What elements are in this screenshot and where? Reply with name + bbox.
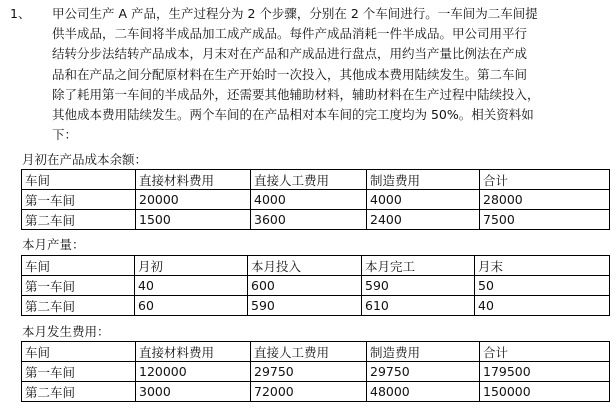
table-cell: 72000 <box>251 382 367 402</box>
table-cell: 40 <box>475 296 610 316</box>
table-cell: 2400 <box>367 210 480 230</box>
table-cell: 179500 <box>480 362 610 382</box>
header-cell: 本月完工 <box>362 256 475 276</box>
table-cell: 第一车间 <box>22 276 135 296</box>
table-cell: 48000 <box>367 382 480 402</box>
table-cell: 4000 <box>251 190 367 210</box>
table-cell: 第二车间 <box>22 296 135 316</box>
table-header-row <box>22 256 610 276</box>
header-cell: 车间 <box>22 256 135 276</box>
header-cell: 直接材料费用 <box>136 342 251 362</box>
header-cell: 直接人工费用 <box>251 342 367 362</box>
header-cell: 车间 <box>22 170 136 190</box>
table-cell: 600 <box>248 276 362 296</box>
table-header-row <box>22 170 610 190</box>
table-opening-wip-cost <box>21 169 610 230</box>
header-cell: 合计 <box>480 170 610 190</box>
header-cell: 合计 <box>480 342 610 362</box>
table-cell: 7500 <box>480 210 610 230</box>
table-cell: 40 <box>135 276 248 296</box>
table-cell: 590 <box>248 296 362 316</box>
table-row <box>22 210 610 230</box>
table-header-row <box>22 342 610 362</box>
header-cell: 制造费用 <box>367 342 480 362</box>
table-cell: 20000 <box>136 190 251 210</box>
question-block <box>10 4 610 145</box>
table-cell: 第一车间 <box>22 190 136 210</box>
table-cell: 29750 <box>251 362 367 382</box>
table-cell: 120000 <box>136 362 251 382</box>
table-row <box>22 190 610 210</box>
table-cell: 3000 <box>136 382 251 402</box>
question-line: 品和在产品之间分配原材料在生产开始时一次投入，其他成本费用陆续发生。第二车间 <box>52 66 528 82</box>
table-row <box>22 362 610 382</box>
table-row <box>22 296 610 316</box>
table-cell: 第一车间 <box>22 362 136 382</box>
header-cell: 制造费用 <box>367 170 480 190</box>
table-cell: 1500 <box>136 210 251 230</box>
table-cell: 150000 <box>480 382 610 402</box>
question-line: 下： <box>52 127 78 143</box>
table-cell: 第二车间 <box>22 382 136 402</box>
table-current-month-costs <box>21 341 610 402</box>
table-cell: 第二车间 <box>22 210 136 230</box>
header-cell: 直接材料费用 <box>136 170 251 190</box>
table-row <box>22 382 610 402</box>
table-label-current-costs: 本月发生费用： <box>22 324 110 339</box>
table-cell: 590 <box>362 276 475 296</box>
table-row <box>22 276 610 296</box>
question-line: 甲公司生产 A 产品，生产过程分为 2 个步骤，分别在 2 个车间进行。一车间为二车间提 <box>52 6 538 21</box>
table-cell: 4000 <box>367 190 480 210</box>
table-cell: 28000 <box>480 190 610 210</box>
header-cell: 月初 <box>135 256 248 276</box>
question-line: 供半成品，二车间将半成品加工成产成品。每件产成品消耗一件半成品。甲公司用平行 <box>52 26 528 42</box>
table-label-monthly-output: 本月产量： <box>22 237 85 252</box>
table-monthly-output <box>21 255 610 316</box>
question-text <box>52 4 610 145</box>
header-cell: 本月投入 <box>248 256 362 276</box>
table-label-opening-wip: 月初在产品成本余额： <box>22 152 148 167</box>
question-line: 其他成本费用陆续发生。两个车间的在产品相对本车间的完工度均为 50%。相关资料如 <box>52 107 534 123</box>
question-number: 1、 <box>10 6 31 21</box>
table-cell: 60 <box>135 296 248 316</box>
header-cell: 直接人工费用 <box>251 170 367 190</box>
question-line: 结转分步法结转产品成本，月末对在产品和产成品进行盘点，用约当产量比例法在产成 <box>52 46 528 62</box>
table-cell: 50 <box>475 276 610 296</box>
question-line: 除了耗用第一车间的半成品外，还需要其他辅助材料，辅助材料在生产过程中陆续投入， <box>52 86 540 102</box>
table-cell: 29750 <box>367 362 480 382</box>
table-cell: 3600 <box>251 210 367 230</box>
header-cell: 车间 <box>22 342 136 362</box>
table-cell: 610 <box>362 296 475 316</box>
header-cell: 月末 <box>475 256 610 276</box>
